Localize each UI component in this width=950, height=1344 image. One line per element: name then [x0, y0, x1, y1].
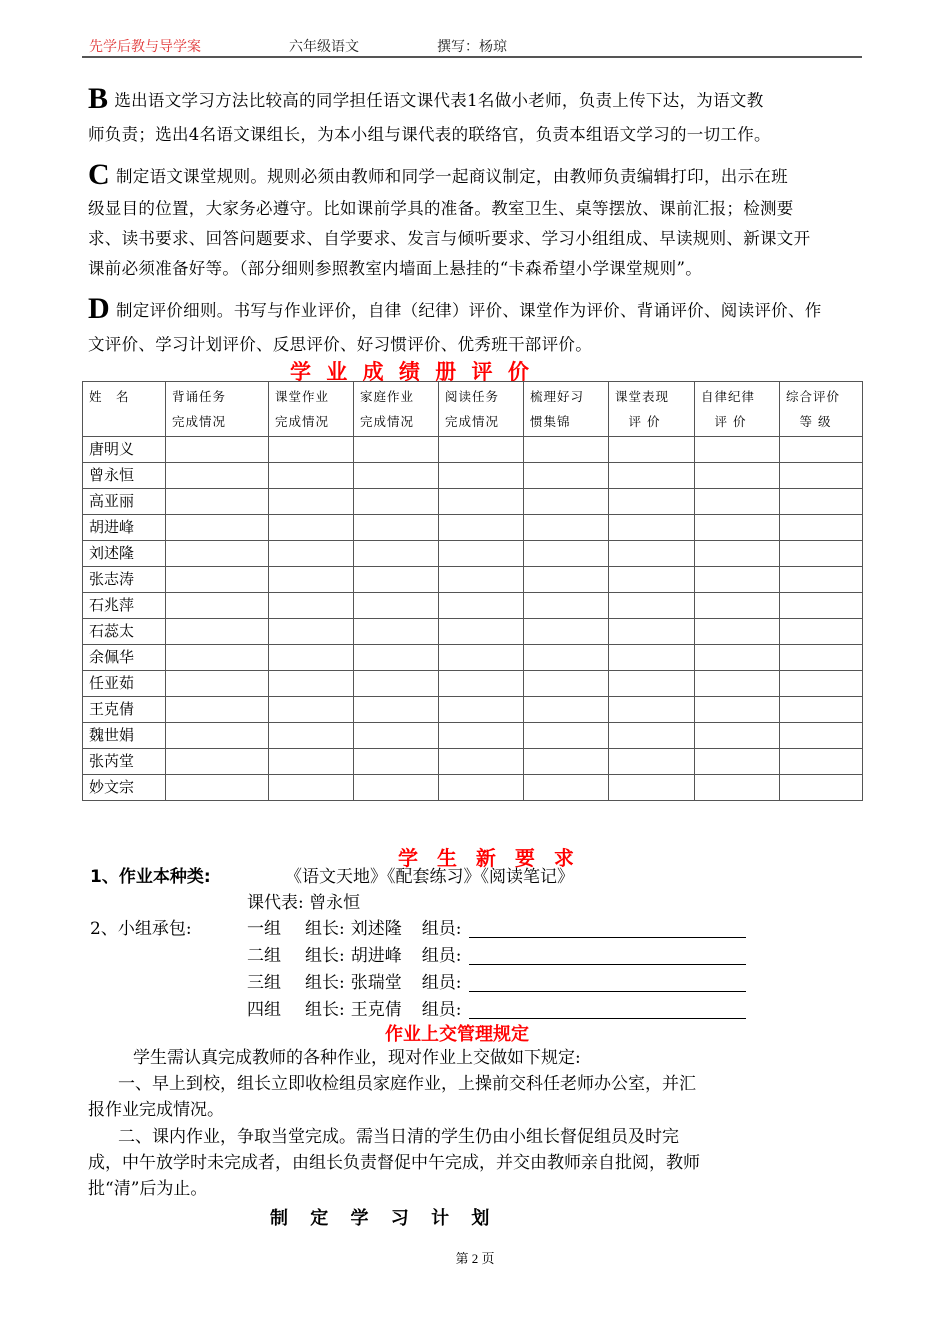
grade-cell[interactable] [695, 567, 780, 593]
grade-cell[interactable] [695, 749, 780, 775]
grade-cell[interactable] [524, 645, 609, 671]
grade-cell[interactable] [780, 593, 863, 619]
col-header: 背诵任务 完成情况 [166, 382, 269, 437]
col-header: 综合评价 等 级 [780, 382, 863, 437]
page-number: 第 2 页 [455, 1251, 495, 1266]
grade-cell[interactable] [354, 515, 439, 541]
group-name: 二组 [247, 946, 281, 966]
grade-cell[interactable] [166, 645, 269, 671]
table-row [83, 645, 863, 671]
grade-cell[interactable] [609, 697, 695, 723]
grade-cell[interactable] [269, 645, 354, 671]
grade-cell[interactable] [780, 567, 863, 593]
grade-cell[interactable] [269, 671, 354, 697]
grade-cell[interactable] [609, 437, 695, 463]
table-row [83, 723, 863, 749]
col-header: 梳理好习 惯集锦 [524, 382, 609, 437]
grade-cell[interactable] [354, 541, 439, 567]
col-header: 自律纪律 评 价 [695, 382, 780, 437]
table-row [83, 541, 863, 567]
members-blank[interactable] [469, 946, 746, 965]
homework-intro: 学生需认真完成教师的各种作业，现对作业上交做如下规定: [133, 1048, 581, 1068]
grade-cell[interactable] [269, 515, 354, 541]
student-name: 任亚茹 [83, 671, 166, 697]
grade-cell[interactable] [780, 515, 863, 541]
table-row [83, 619, 863, 645]
leader-label: 组长: [305, 973, 345, 993]
grade-cell[interactable] [780, 541, 863, 567]
col-header: 姓 名 [83, 382, 166, 437]
grade-cell[interactable] [780, 775, 863, 801]
student-name: 石兆萍 [83, 593, 166, 619]
grade-cell[interactable] [609, 671, 695, 697]
student-name: 王克倩 [83, 697, 166, 723]
item1-label: 1、作业本种类: [90, 867, 211, 887]
table-row [83, 489, 863, 515]
group-leader: 刘述隆 [350, 919, 402, 939]
grade-cell[interactable] [524, 489, 609, 515]
item1-books: 《语文天地》《配套练习》《阅读笔记》 [285, 867, 574, 887]
student-name: 石蕊太 [83, 619, 166, 645]
members-blank[interactable] [469, 973, 746, 992]
page-header [82, 34, 862, 58]
grade-cell[interactable] [695, 645, 780, 671]
header-grade-subject: 六年级语文 [289, 40, 359, 55]
leader-label: 组长: [305, 946, 345, 966]
grade-cell[interactable] [524, 775, 609, 801]
member-label: 组员: [421, 946, 462, 966]
section-b-letter: B [88, 82, 109, 115]
group-leader: 王克倩 [350, 1000, 402, 1020]
table-row [83, 437, 863, 463]
student-name: 唐明义 [83, 437, 166, 463]
grade-cell[interactable] [269, 775, 354, 801]
grade-table-header [83, 382, 863, 437]
grade-cell[interactable] [609, 463, 695, 489]
grade-cell[interactable] [439, 723, 524, 749]
section-c-line1: 制定语文课堂规则。规则必须由教师和同学一起商议制定，由教师负责编辑打印，出示在班 [115, 167, 788, 186]
student-name: 妙文宗 [83, 775, 166, 801]
grade-cell[interactable] [269, 749, 354, 775]
grade-cell[interactable] [269, 593, 354, 619]
grade-cell[interactable] [269, 567, 354, 593]
grade-cell[interactable] [439, 697, 524, 723]
group-leader: 胡进峰 [350, 946, 402, 966]
grade-cell[interactable] [780, 723, 863, 749]
grade-cell[interactable] [166, 515, 269, 541]
grade-cell[interactable] [439, 515, 524, 541]
header-doc-type: 先学后教与导学案 [89, 40, 201, 55]
grade-cell[interactable] [780, 619, 863, 645]
table-row [83, 593, 863, 619]
rule1-line1: 一、早上到校，组长立即收检组员家庭作业，上操前交科任老师办公室，并汇 [118, 1074, 696, 1094]
grade-cell[interactable] [354, 697, 439, 723]
section-c-line4: 课前必须准备好等。（部分细则参照教室内墙面上悬挂的“卡森希望小学课堂规则”。 [88, 259, 703, 278]
item2-label: 2、小组承包: [90, 919, 192, 939]
section-d [88, 294, 863, 360]
grade-cell[interactable] [166, 541, 269, 567]
grade-cell[interactable] [780, 749, 863, 775]
grade-cell[interactable] [695, 723, 780, 749]
grade-cell[interactable] [354, 593, 439, 619]
group-name: 一组 [247, 919, 281, 939]
grade-cell[interactable] [609, 515, 695, 541]
grade-cell[interactable] [695, 515, 780, 541]
grade-cell[interactable] [439, 593, 524, 619]
grade-cell[interactable] [166, 697, 269, 723]
grade-cell[interactable] [609, 775, 695, 801]
grade-cell[interactable] [354, 645, 439, 671]
section-b-line2: 师负责；选出4名语文课组长，为本小组与课代表的联络官，负责本组语文学习的一切工作。 [88, 125, 771, 144]
grade-cell[interactable] [524, 697, 609, 723]
section-b [88, 84, 863, 150]
section-d-line1: 制定评价细则。书写与作业评价，自律（纪律）评价、课堂作为评价、背诵评价、阅读评价、作 [115, 301, 822, 320]
grade-cell[interactable] [695, 593, 780, 619]
grade-cell[interactable] [269, 697, 354, 723]
grade-cell[interactable] [609, 619, 695, 645]
grade-cell[interactable] [166, 619, 269, 645]
grade-cell[interactable] [609, 489, 695, 515]
section-c-line2: 级显目的位置，大家务必遵守。比如课前学具的准备。教室卫生、桌等摆放、课前汇报；检测要 [88, 199, 794, 218]
grade-cell[interactable] [524, 541, 609, 567]
grade-cell[interactable] [609, 567, 695, 593]
section-c [88, 160, 863, 284]
section-c-line3: 求、读书要求、回答问题要求、自学要求、发言与倾听要求、学习小组组成、早读规则、新课文开 [88, 229, 811, 248]
grade-cell[interactable] [609, 723, 695, 749]
grade-cell[interactable] [439, 671, 524, 697]
member-label: 组员: [421, 1000, 462, 1020]
student-name: 曾永恒 [83, 463, 166, 489]
grade-cell[interactable] [269, 489, 354, 515]
grade-cell[interactable] [695, 671, 780, 697]
grade-cell[interactable] [524, 619, 609, 645]
grade-cell[interactable] [439, 749, 524, 775]
grade-cell[interactable] [780, 697, 863, 723]
table-row [83, 515, 863, 541]
grade-cell[interactable] [609, 541, 695, 567]
group-name: 四组 [247, 1000, 281, 1020]
student-name: 刘述隆 [83, 541, 166, 567]
grade-cell[interactable] [166, 749, 269, 775]
group-leader: 张瑞堂 [350, 973, 402, 993]
section-c-letter: C [88, 158, 110, 191]
grade-cell[interactable] [695, 489, 780, 515]
study-plan-title: 制 定 学 习 计 划 [270, 1208, 498, 1229]
table-row [83, 671, 863, 697]
grade-cell[interactable] [524, 567, 609, 593]
member-label: 组员: [421, 919, 462, 939]
grade-cell[interactable] [166, 567, 269, 593]
grade-table-title: 学 业 成 绩 册 评 价 [290, 360, 533, 384]
grade-cell[interactable] [524, 515, 609, 541]
grade-cell[interactable] [269, 541, 354, 567]
col-header: 课堂作业 完成情况 [269, 382, 354, 437]
grade-cell[interactable] [354, 723, 439, 749]
grade-cell[interactable] [439, 775, 524, 801]
grade-cell[interactable] [354, 775, 439, 801]
table-row [83, 463, 863, 489]
members-blank[interactable] [469, 1000, 746, 1019]
grade-cell[interactable] [609, 749, 695, 775]
grade-cell[interactable] [166, 671, 269, 697]
grade-cell[interactable] [354, 463, 439, 489]
table-row [83, 775, 863, 801]
grade-cell[interactable] [166, 775, 269, 801]
grade-cell[interactable] [695, 437, 780, 463]
grade-cell[interactable] [269, 437, 354, 463]
grade-cell[interactable] [695, 697, 780, 723]
section-d-line2: 文评价、学习计划评价、反思评价、好习惯评价、优秀班干部评价。 [88, 335, 592, 354]
leader-label: 组长: [305, 1000, 345, 1020]
grade-cell[interactable] [354, 749, 439, 775]
grade-cell[interactable] [524, 671, 609, 697]
grade-cell[interactable] [439, 489, 524, 515]
grade-cell[interactable] [439, 645, 524, 671]
group-row [247, 943, 746, 970]
grade-cell[interactable] [439, 463, 524, 489]
leader-label: 组长: [305, 919, 345, 939]
grade-cell[interactable] [780, 645, 863, 671]
col-header: 课堂表现 评 价 [609, 382, 695, 437]
section-d-letter: D [88, 292, 110, 325]
grade-table [82, 381, 863, 801]
col-header: 阅读任务 完成情况 [439, 382, 524, 437]
grade-cell[interactable] [439, 619, 524, 645]
student-name: 胡进峰 [83, 515, 166, 541]
grade-cell[interactable] [609, 593, 695, 619]
grade-cell[interactable] [780, 437, 863, 463]
grade-cell[interactable] [269, 463, 354, 489]
grade-cell[interactable] [695, 619, 780, 645]
grade-cell[interactable] [780, 463, 863, 489]
grade-cell[interactable] [439, 567, 524, 593]
homework-rules-title: 作业上交管理规定 [385, 1024, 529, 1045]
member-label: 组员: [421, 973, 462, 993]
grade-cell[interactable] [524, 437, 609, 463]
grade-cell[interactable] [166, 593, 269, 619]
table-row [83, 749, 863, 775]
grade-cell[interactable] [354, 567, 439, 593]
rule2-line2: 成，中午放学时未完成者，由组长负责督促中午完成，并交由教师亲自批阅，教师 [88, 1153, 700, 1173]
members-blank[interactable] [469, 919, 746, 938]
grade-cell[interactable] [166, 463, 269, 489]
rule2-line3: 批“清”后为止。 [88, 1179, 208, 1199]
grade-cell[interactable] [354, 437, 439, 463]
grade-cell[interactable] [166, 489, 269, 515]
rule1-line2: 报作业完成情况。 [88, 1100, 224, 1120]
student-name: 张芮堂 [83, 749, 166, 775]
section-b-line1: 选出语文学习方法比较高的同学担任语文课代表1名做小老师，负责上传下达，为语文教 [114, 91, 764, 110]
table-row [83, 697, 863, 723]
grade-cell[interactable] [524, 749, 609, 775]
header-author: 撰写：杨琼 [437, 40, 507, 55]
grade-cell[interactable] [609, 645, 695, 671]
grade-cell[interactable] [269, 723, 354, 749]
grade-cell[interactable] [524, 593, 609, 619]
rule2-line1: 二、课内作业，争取当堂完成。需当日清的学生仍由小组长督促组员及时完 [118, 1127, 679, 1147]
grade-cell[interactable] [439, 437, 524, 463]
group-name: 三组 [247, 973, 281, 993]
grade-cell[interactable] [524, 723, 609, 749]
grade-cell[interactable] [439, 541, 524, 567]
student-name: 高亚丽 [83, 489, 166, 515]
group-row [247, 970, 746, 997]
grade-cell[interactable] [695, 463, 780, 489]
table-row [83, 567, 863, 593]
course-rep: 课代表: 曾永恒 [247, 893, 361, 913]
grade-cell[interactable] [695, 541, 780, 567]
grade-cell[interactable] [166, 437, 269, 463]
grade-cell[interactable] [354, 671, 439, 697]
student-name: 张志涛 [83, 567, 166, 593]
grade-cell[interactable] [354, 619, 439, 645]
requirements-title: 学 生 新 要 求 [398, 846, 580, 870]
group-row [247, 916, 746, 943]
col-header: 家庭作业 完成情况 [354, 382, 439, 437]
grade-cell[interactable] [269, 619, 354, 645]
grade-cell[interactable] [780, 489, 863, 515]
grade-cell[interactable] [695, 775, 780, 801]
student-name: 魏世娟 [83, 723, 166, 749]
grade-cell[interactable] [780, 671, 863, 697]
grade-cell[interactable] [524, 463, 609, 489]
grade-cell[interactable] [166, 723, 269, 749]
grade-cell[interactable] [354, 489, 439, 515]
student-name: 余佩华 [83, 645, 166, 671]
